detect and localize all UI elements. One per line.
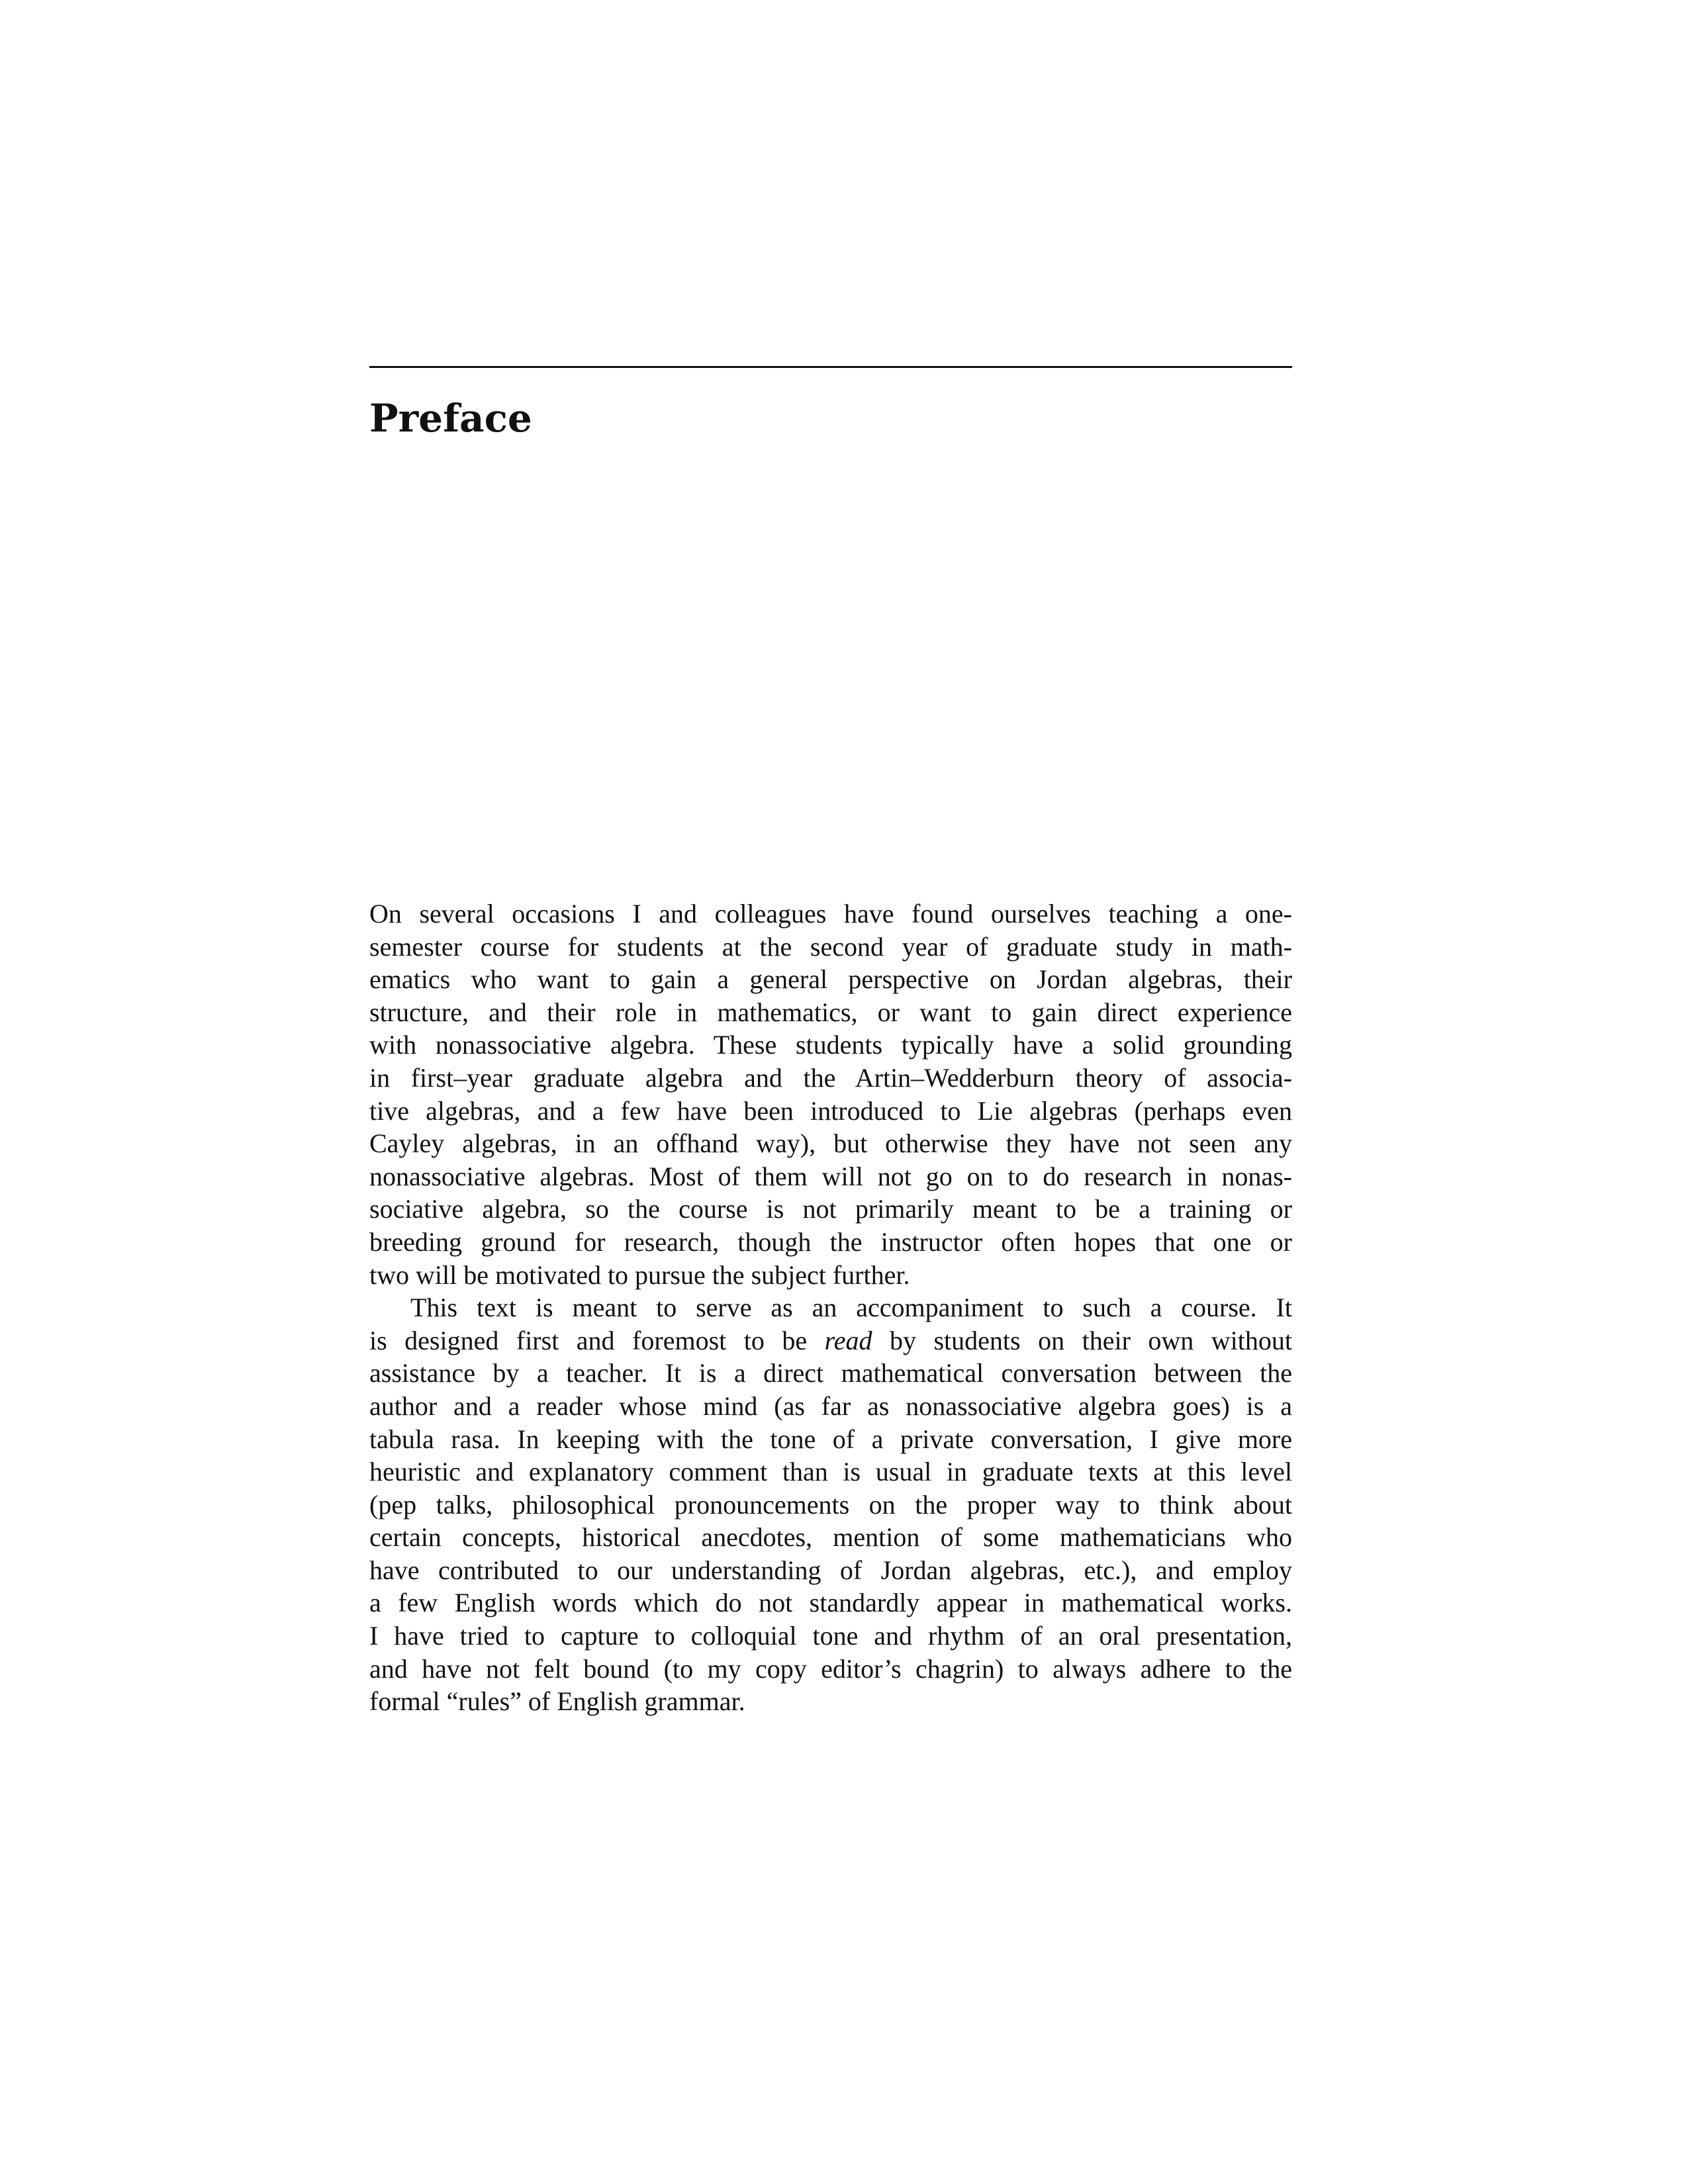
page-title: Preface: [369, 396, 532, 441]
text-line: assistance by a teacher. It is a direct mathematical conversation between the: [369, 1358, 1292, 1388]
text-line: sociative algebra, so the course is not primarily meant to be a training or: [369, 1194, 1292, 1224]
text-line: semester course for students at the second year of graduate study in math-: [369, 931, 1292, 962]
emphasis-read: read: [824, 1325, 872, 1355]
text-line: structure, and their role in mathematics, or want to gain direct experience: [369, 997, 1292, 1027]
heading-rule: [369, 366, 1292, 368]
text-line: I have tried to capture to colloquial tone and rhythm of an oral presentation,: [369, 1621, 1292, 1651]
text-line: This text is meant to serve as an accompaniment to such a course. It: [410, 1293, 1292, 1323]
text-line: Cayley algebras, in an offhand way), but otherwise they have not seen any: [369, 1128, 1292, 1159]
body-text: [369, 897, 1292, 1718]
text-line: certain concepts, historical anecdotes, mention of some mathematicians who: [369, 1522, 1292, 1553]
text-segment: by students on their own without: [872, 1325, 1293, 1355]
text-line: a few English words which do not standardly appear in mathematical works.: [369, 1588, 1292, 1618]
text-line: nonassociative algebras. Most of them will not go on to do research in nonas-: [369, 1161, 1292, 1191]
text-line: breeding ground for research, though the instructor often hopes that one or: [369, 1226, 1292, 1257]
text-line: with nonassociative algebra. These students typically have a solid grounding: [369, 1030, 1292, 1060]
text-line: heuristic and explanatory comment than is usual in graduate texts at this level: [369, 1457, 1292, 1487]
paragraph-2: [369, 1291, 1292, 1718]
text-line: and have not felt bound (to my copy editor’s chagrin) to always adhere to the: [369, 1653, 1292, 1684]
text-line-with-emphasis: [369, 1324, 1292, 1357]
text-line: tabula rasa. In keeping with the tone of a private conversation, I give more: [369, 1424, 1292, 1454]
text-line: ematics who want to gain a general perspective on Jordan algebras, their: [369, 964, 1292, 995]
text-line: author and a reader whose mind (as far as nonassociative algebra goes) is a: [369, 1390, 1292, 1421]
text-line: two will be motivated to pursue the subject further.: [369, 1259, 910, 1290]
text-line: On several occasions I and colleagues have found ourselves teaching a one-: [369, 899, 1292, 929]
text-line: tive algebras, and a few have been introduced to Lie algebras (perhaps even: [369, 1095, 1292, 1126]
text-line: in first–year graduate algebra and the Artin–Wedderburn theory of associa-: [369, 1062, 1292, 1093]
paragraph-1: [369, 897, 1292, 1291]
text-line: (pep talks, philosophical pronouncements on the proper way to think about: [369, 1489, 1292, 1520]
text-segment: is designed first and foremost to be: [369, 1325, 825, 1355]
text-line: formal “rules” of English grammar.: [369, 1686, 745, 1717]
text-line: have contributed to our understanding of Jordan algebras, etc.), and employ: [369, 1555, 1292, 1585]
